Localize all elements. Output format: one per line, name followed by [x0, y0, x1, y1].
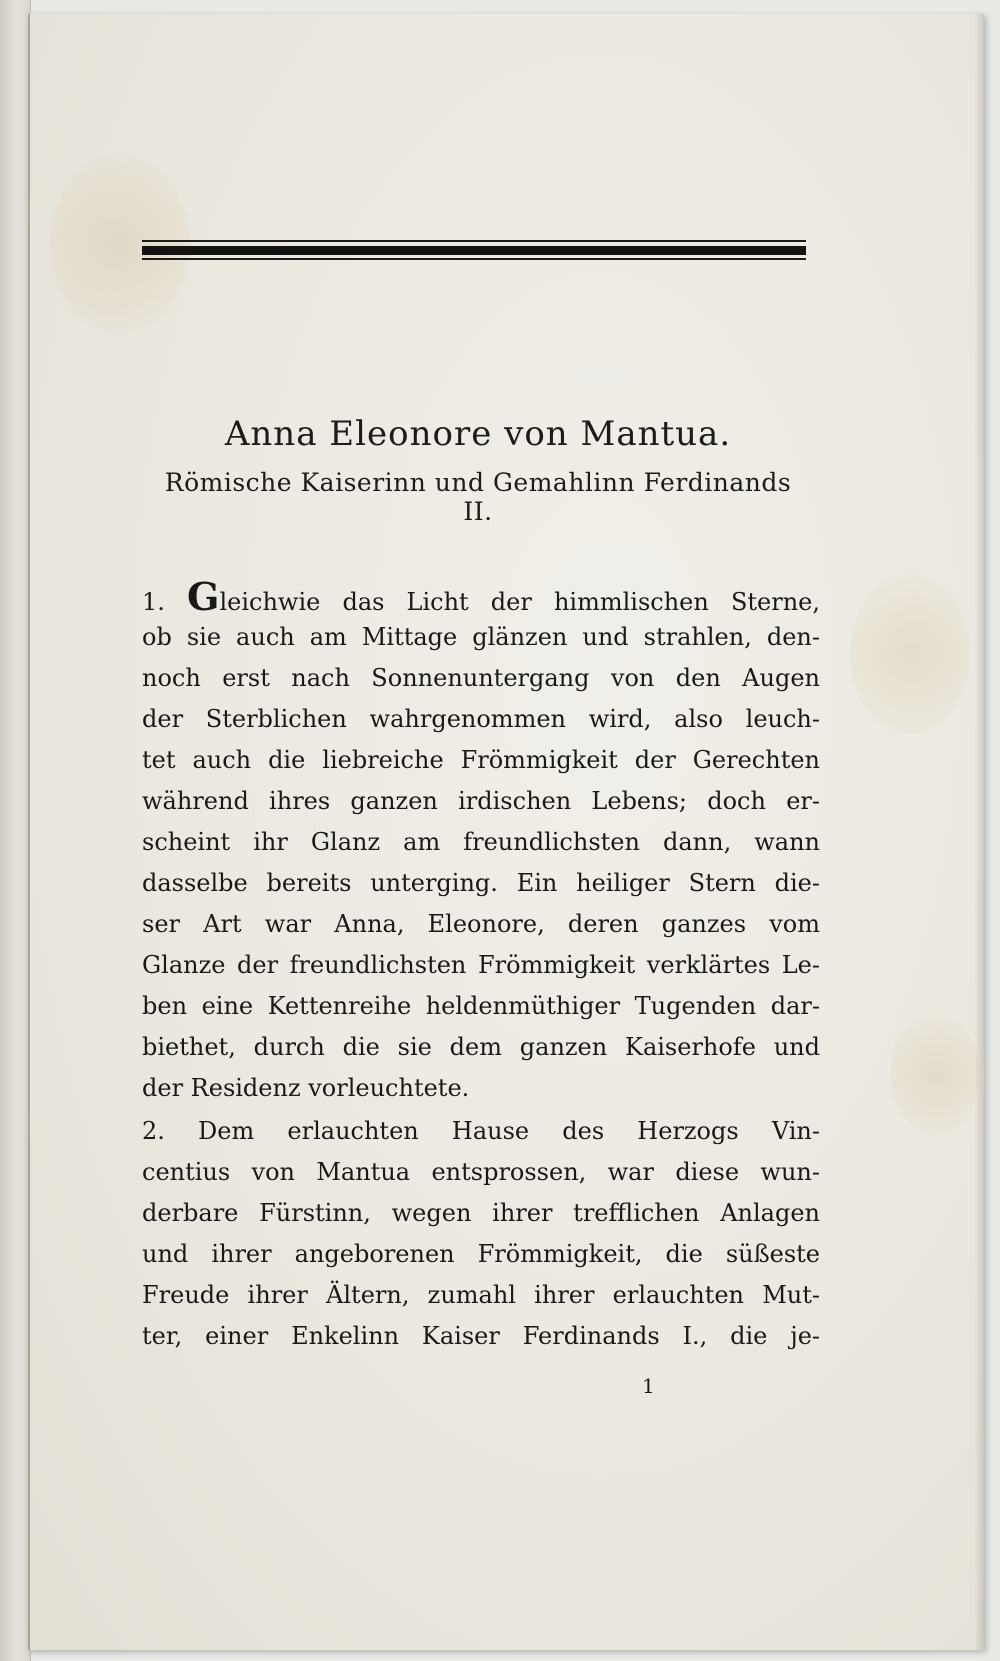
text-line: der Residenz vorleuchtete.: [142, 1074, 470, 1102]
chapter-subtitle: Römische Kaiserinn und Gemahlinn Ferdinands II.: [164, 468, 792, 526]
text-line: centius von Mantua entsprossen, war diese wun-: [142, 1158, 820, 1186]
text-line: 2. Dem erlauchten Hause des Herzogs Vin-: [142, 1117, 820, 1145]
text-line: tet auch die liebreiche Frömmigkeit der Gerechten: [142, 746, 820, 774]
text-line: scheint ihr Glanz am freundlichsten dann, wann: [142, 828, 820, 856]
text-line: und ihrer angeborenen Frömmigkeit, die süßeste: [142, 1240, 820, 1268]
chapter-title: Anna Eleonore von Mantua.: [224, 414, 732, 454]
text-line: derbare Fürstinn, wegen ihrer trefflichen Anlagen: [142, 1199, 820, 1227]
text-line: während ihres ganzen irdischen Lebens; doch er-: [142, 787, 820, 815]
text-line: biethet, durch die sie dem ganzen Kaiserhofe und: [142, 1033, 820, 1061]
header-rule-thick: [142, 246, 806, 255]
paper-stain: [850, 574, 970, 734]
paper-stain: [890, 1014, 980, 1134]
book-page: [28, 14, 984, 1650]
page-edge-shadow: [974, 14, 984, 1650]
text-line: ob sie auch am Mittage glänzen und strahlen, den-: [142, 623, 820, 651]
text-line: dasselbe bereits unterging. Ein heiliger Stern die-: [142, 869, 820, 897]
text-line: der Sterblichen wahrgenommen wird, also leuch-: [142, 705, 820, 733]
header-rule-thin-bottom: [142, 258, 806, 260]
text-line: noch erst nach Sonnenuntergang von den Augen: [142, 664, 820, 692]
text-line: ben eine Kettenreihe heldenmüthiger Tugenden dar-: [142, 992, 820, 1020]
dropcap-letter: G: [187, 576, 220, 617]
header-rule: [142, 240, 806, 262]
text-line: Freude ihrer Ältern, zumahl ihrer erlauchten Mut-: [142, 1281, 820, 1309]
signature-mark: 1: [642, 1374, 655, 1398]
adjacent-page-edge: [0, 0, 31, 1661]
text-line: 1. Gleichwie das Licht der himmlischen Sterne,: [142, 576, 820, 617]
body-text: [142, 576, 820, 1357]
text-line: ser Art war Anna, Eleonore, deren ganzes vom: [142, 910, 820, 938]
text-line: ter, einer Enkelinn Kaiser Ferdinands I., die je-: [142, 1322, 820, 1350]
text-line: Glanze der freundlichsten Frömmigkeit verklärtes Le-: [142, 951, 820, 979]
header-rule-thin-top: [142, 240, 806, 242]
